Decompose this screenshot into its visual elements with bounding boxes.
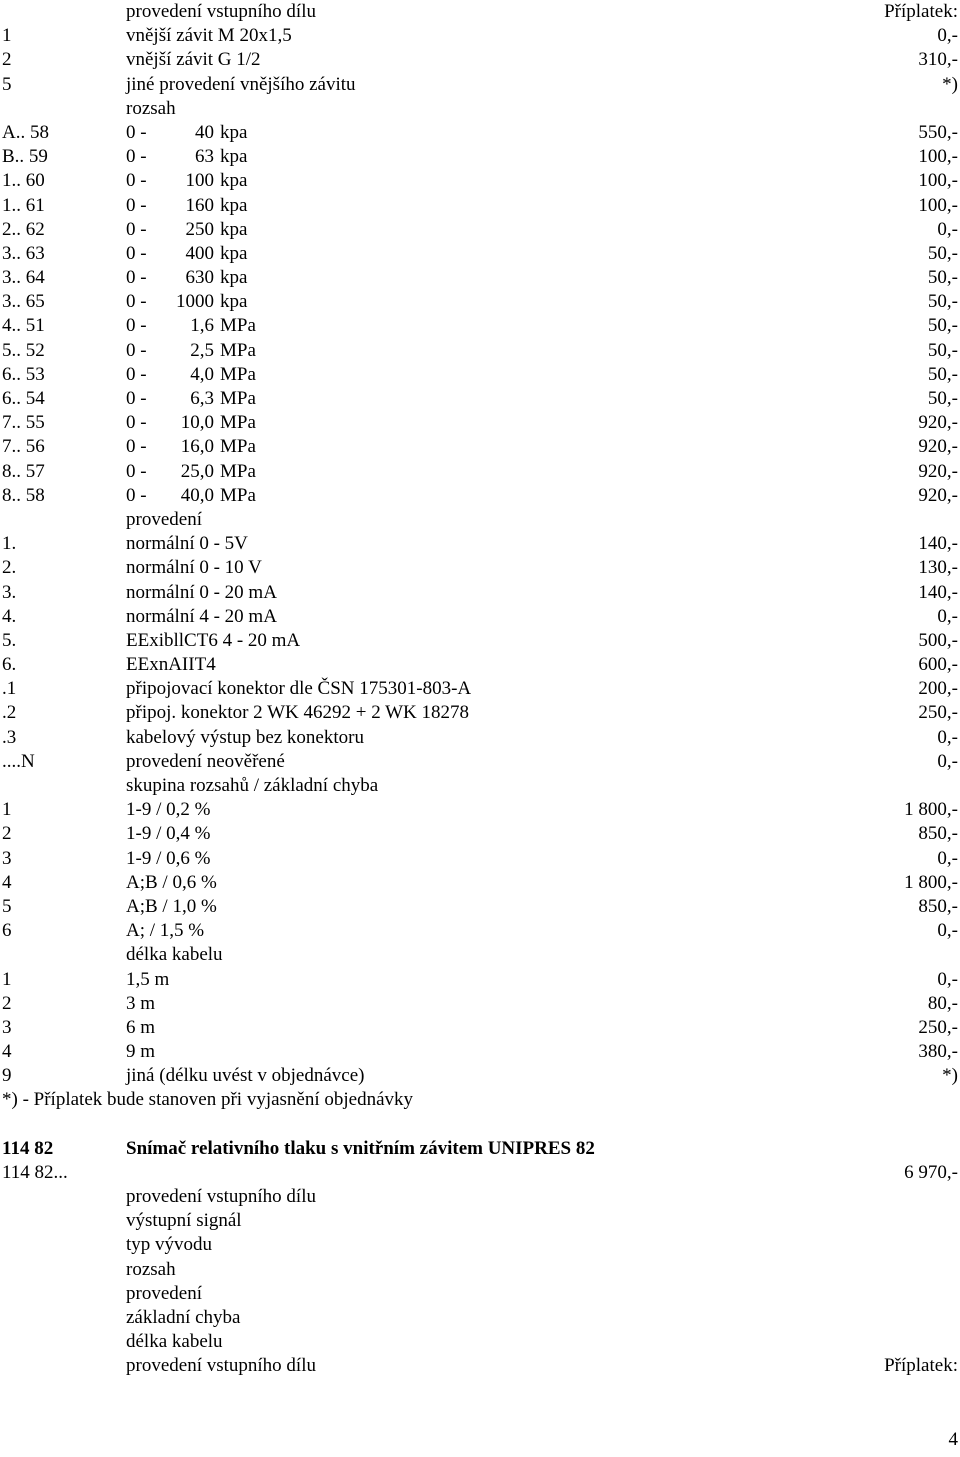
row-desc: kabelový výstup bez konektoru [126, 726, 364, 748]
range-row [2, 314, 958, 338]
range-value: 63 [195, 146, 214, 168]
row-code: 1 [2, 799, 12, 821]
range-row [2, 218, 958, 242]
table-row [2, 556, 958, 580]
row-code: 6.. 54 [2, 388, 45, 409]
table-row [2, 48, 958, 72]
row-code: 1.. 60 [2, 170, 45, 192]
range-from: 0 - [126, 267, 147, 289]
table-row [2, 532, 958, 556]
row-price: 200,- [918, 678, 958, 700]
range-from: 0 - [126, 242, 147, 264]
row-price: 50,- [927, 291, 958, 313]
range-from: 0 - [126, 388, 147, 409]
row-desc: A;B / 0,6 % [126, 871, 217, 893]
table-row [2, 677, 958, 701]
row-price: 50,- [927, 267, 958, 289]
section-footer-row [2, 1354, 958, 1378]
range-row [2, 169, 958, 193]
range-from: 0 - [126, 170, 147, 192]
range-value: 630 [185, 267, 214, 289]
range-value: 160 [185, 194, 214, 216]
range-row [2, 290, 958, 314]
row-price: 50,- [927, 339, 958, 361]
parameter-label: rozsah [126, 1258, 176, 1280]
range-from: 0 - [126, 339, 147, 361]
parameter-row [2, 1233, 958, 1257]
row-desc: připoj. konektor 2 WK 46292 + 2 WK 18278 [126, 702, 470, 724]
range-from: 0 - [126, 315, 147, 337]
range-value: 40 [195, 121, 214, 143]
range-row [2, 242, 958, 266]
parameter-label: základní chyba [126, 1306, 241, 1328]
table-row [2, 1016, 958, 1040]
table-row [2, 24, 958, 48]
table-row [2, 919, 958, 943]
row-desc: 1-9 / 0,6 % [126, 847, 211, 869]
price-header: Příplatek: [884, 1, 958, 22]
parameter-row [2, 1330, 958, 1354]
row-code: 4.. 51 [2, 315, 45, 337]
base-price: 6 970,- [904, 1161, 958, 1183]
row-price: 0,- [937, 605, 958, 627]
row-desc: provedení neověřené [126, 750, 285, 772]
product-title: Snímač relativního tlaku s vnitřním závitem UNIPRES 82 [126, 1137, 595, 1159]
row-code: 1. [2, 533, 17, 555]
row-desc: normální 4 - 20 mA [126, 605, 277, 627]
row-code: 2 [2, 992, 12, 1014]
range-value: 40,0 [180, 484, 214, 506]
range-value: 100 [185, 170, 214, 192]
section-header-row [2, 0, 958, 24]
row-code: 5.. 52 [2, 339, 45, 361]
row-price: 0,- [937, 25, 958, 47]
row-price: 100,- [918, 146, 958, 168]
row-code: 7.. 56 [2, 436, 45, 458]
parameter-label: výstupní signál [126, 1210, 242, 1232]
range-row [2, 363, 958, 387]
row-price: 0,- [937, 847, 958, 869]
parameter-row [2, 1185, 958, 1209]
row-code: 2. [2, 557, 17, 579]
range-unit: kpa [220, 218, 248, 240]
row-desc: jiná (délku uvést v objednávce) [126, 1065, 365, 1087]
range-row [2, 145, 958, 169]
footnote: *) - Příplatek bude stanoven při vyjasnění objednávky [2, 1089, 414, 1111]
row-price: 500,- [918, 629, 958, 651]
row-desc: normální 0 - 5V [126, 533, 248, 555]
row-code: 8.. 57 [2, 460, 45, 482]
parameter-row [2, 1282, 958, 1306]
table-row [2, 653, 958, 677]
cable-heading: délka kabelu [126, 944, 223, 966]
range-unit: MPa [220, 412, 256, 434]
range-from: 0 - [126, 363, 147, 385]
row-desc: 1-9 / 0,4 % [126, 823, 211, 845]
row-price: 0,- [937, 968, 958, 990]
row-price: 250,- [918, 1016, 958, 1038]
parameter-row [2, 1209, 958, 1233]
row-code: 3 [2, 847, 12, 869]
order-code: 114 82... [2, 1161, 68, 1183]
row-price: 920,- [918, 436, 958, 458]
row-desc: 1,5 m [126, 968, 170, 990]
range-unit: kpa [220, 146, 248, 168]
table-row [2, 871, 958, 895]
row-price: 850,- [918, 823, 958, 845]
row-code: 3.. 64 [2, 267, 45, 289]
range-from: 0 - [126, 436, 147, 458]
row-price: 0,- [937, 726, 958, 748]
range-unit: MPa [220, 339, 256, 361]
range-from: 0 - [126, 412, 147, 434]
table-row [2, 629, 958, 653]
range-from: 0 - [126, 146, 147, 168]
range-value: 25,0 [180, 460, 214, 482]
table-row [2, 895, 958, 919]
row-desc: normální 0 - 10 V [126, 557, 262, 579]
range-unit: kpa [220, 194, 248, 216]
order-code-row [2, 1161, 958, 1185]
row-code: 5. [2, 629, 17, 651]
range-row [2, 266, 958, 290]
range-row [2, 339, 958, 363]
row-price: 80,- [927, 992, 958, 1014]
group-heading-row [2, 774, 958, 798]
range-value: 250 [185, 218, 214, 240]
row-code: 6.. 53 [2, 363, 45, 385]
row-price: 140,- [918, 533, 958, 555]
row-price: 920,- [918, 460, 958, 482]
version-heading: provedení [126, 508, 202, 530]
range-unit: MPa [220, 484, 256, 506]
row-code: 1.. 61 [2, 194, 45, 216]
range-unit: MPa [220, 363, 256, 385]
row-desc: 6 m [126, 1016, 156, 1038]
row-price: *) [942, 1065, 958, 1087]
row-price: 100,- [918, 170, 958, 192]
range-value: 2,5 [190, 339, 214, 361]
row-code: 7.. 55 [2, 412, 45, 434]
row-desc: vnější závit M 20x1,5 [126, 25, 292, 47]
range-value: 16,0 [180, 436, 214, 458]
row-code: 1 [2, 25, 12, 47]
row-desc: 3 m [126, 992, 156, 1014]
row-price: 50,- [927, 388, 958, 409]
range-row [2, 411, 958, 435]
range-row [2, 387, 958, 411]
row-code: 2.. 62 [2, 218, 45, 240]
row-code: 3. [2, 581, 17, 603]
range-value: 1,6 [190, 315, 214, 337]
range-from: 0 - [126, 460, 147, 482]
row-price: 380,- [918, 1041, 958, 1063]
row-price: 920,- [918, 412, 958, 434]
range-from: 0 - [126, 218, 147, 240]
footer-price-header: Příplatek: [884, 1355, 958, 1377]
version-heading-row [2, 508, 958, 532]
range-value: 1000 [176, 291, 214, 313]
row-code: B.. 59 [2, 146, 48, 168]
row-desc: EExnAIIT4 [126, 654, 216, 676]
row-price: 920,- [918, 484, 958, 506]
table-row [2, 73, 958, 97]
row-code: 8.. 58 [2, 484, 45, 506]
range-value: 6,3 [190, 388, 214, 409]
range-row [2, 194, 958, 218]
range-unit: kpa [220, 291, 248, 313]
row-price: 250,- [918, 702, 958, 724]
range-row [2, 484, 958, 508]
row-desc: vnější závit G 1/2 [126, 49, 261, 71]
row-desc: A;B / 1,0 % [126, 895, 217, 917]
row-desc: připojovací konektor dle ČSN 175301-803-A [126, 678, 472, 700]
range-unit: kpa [220, 121, 248, 143]
row-code: 5 [2, 73, 12, 95]
range-unit: MPa [220, 388, 256, 409]
parameter-label: provedení vstupního dílu [126, 1186, 316, 1207]
row-desc: normální 0 - 20 mA [126, 581, 277, 603]
table-row [2, 750, 958, 774]
row-price: 50,- [927, 363, 958, 385]
price-list-page [2, 0, 958, 1379]
row-price: 1 800,- [904, 799, 958, 821]
row-code: 4. [2, 605, 17, 627]
range-unit: kpa [220, 170, 248, 192]
table-row [2, 726, 958, 750]
range-heading-row [2, 97, 958, 121]
parameter-label: délka kabelu [126, 1331, 223, 1353]
table-row [2, 581, 958, 605]
row-code: ....N [2, 750, 35, 772]
range-from: 0 - [126, 194, 147, 216]
footer-label: provedení vstupního dílu [126, 1355, 316, 1377]
row-price: *) [942, 73, 958, 95]
table-row [2, 798, 958, 822]
row-price: 50,- [927, 242, 958, 264]
parameter-label: typ vývodu [126, 1234, 213, 1256]
range-row [2, 121, 958, 145]
cable-heading-row [2, 943, 958, 967]
table-row [2, 847, 958, 871]
row-code: 5 [2, 895, 12, 917]
row-desc: jiné provedení vnějšího závitu [126, 73, 356, 95]
parameter-row [2, 1258, 958, 1282]
table-row [2, 1064, 958, 1088]
range-unit: MPa [220, 460, 256, 482]
table-row [2, 968, 958, 992]
range-heading: rozsah [126, 97, 176, 119]
table-row [2, 605, 958, 629]
row-price: 130,- [918, 557, 958, 579]
row-code: 2 [2, 49, 12, 71]
row-code: 9 [2, 1065, 12, 1087]
row-price: 550,- [918, 121, 958, 143]
row-code: 3.. 63 [2, 242, 45, 264]
row-price: 0,- [937, 218, 958, 240]
range-unit: kpa [220, 242, 248, 264]
spacer [2, 1113, 958, 1137]
section-header-label: provedení vstupního dílu [126, 1, 316, 22]
table-row [2, 992, 958, 1016]
row-code: 6. [2, 654, 17, 676]
row-price: 50,- [927, 315, 958, 337]
product-code: 114 82 [2, 1137, 54, 1159]
row-desc: A; / 1,5 % [126, 920, 205, 942]
row-code: 4 [2, 871, 12, 893]
row-code: 4 [2, 1041, 12, 1063]
range-value: 4,0 [190, 363, 214, 385]
row-code: 3 [2, 1016, 12, 1038]
page-number: 4 [948, 1429, 958, 1450]
parameter-row [2, 1306, 958, 1330]
range-value: 10,0 [180, 412, 214, 434]
table-row [2, 701, 958, 725]
range-from: 0 - [126, 484, 147, 506]
row-code: .1 [2, 678, 17, 700]
row-code: A.. 58 [2, 121, 49, 143]
parameter-label: provedení [126, 1282, 202, 1304]
row-desc: 1-9 / 0,2 % [126, 799, 211, 821]
row-price: 850,- [918, 895, 958, 917]
row-price: 0,- [937, 750, 958, 772]
range-unit: kpa [220, 267, 248, 289]
range-from: 0 - [126, 121, 147, 143]
range-row [2, 460, 958, 484]
row-code: 2 [2, 823, 12, 845]
row-code: .2 [2, 702, 17, 724]
row-desc: 9 m [126, 1041, 156, 1063]
row-code: 3.. 65 [2, 291, 45, 313]
range-from: 0 - [126, 291, 147, 313]
row-price: 100,- [918, 194, 958, 216]
footnote-row [2, 1088, 958, 1112]
row-desc: EExibllCT6 4 - 20 mA [126, 629, 301, 651]
row-code: 6 [2, 920, 12, 942]
row-code: .3 [2, 726, 17, 748]
row-price: 1 800,- [904, 871, 958, 893]
row-price: 0,- [937, 920, 958, 942]
group-heading: skupina rozsahů / základní chyba [126, 775, 379, 796]
table-row [2, 1040, 958, 1064]
range-row [2, 435, 958, 459]
range-unit: MPa [220, 436, 256, 458]
row-price: 310,- [918, 49, 958, 71]
range-unit: MPa [220, 315, 256, 337]
row-code: 1 [2, 968, 12, 990]
product-heading-row [2, 1137, 958, 1161]
row-price: 140,- [918, 581, 958, 603]
range-value: 400 [185, 242, 214, 264]
table-row [2, 822, 958, 846]
row-price: 600,- [918, 654, 958, 676]
